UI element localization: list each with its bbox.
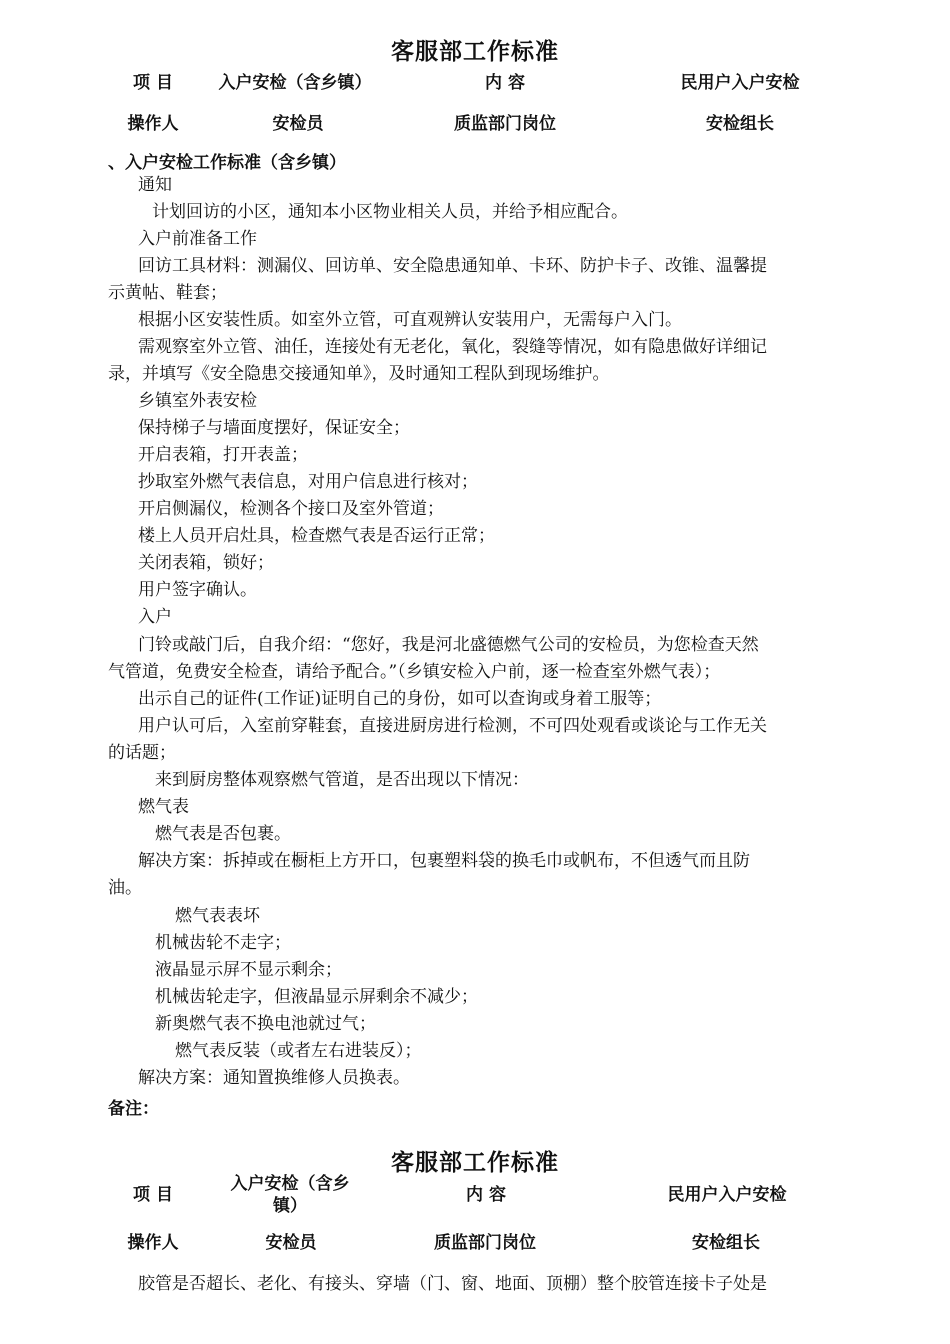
header-qc-value: 安检组长 xyxy=(706,114,774,134)
body-line: 机械齿轮走字，但液晶显示屏剩余不减少； xyxy=(155,987,478,1007)
body-line: 来到厨房整体观察燃气管道，是否出现以下情况： xyxy=(155,770,529,790)
body-line: 开启侧漏仪，检测各个接口及室外管道； xyxy=(138,499,444,519)
header-project-value-2a: 入户安检（含乡 xyxy=(230,1174,350,1194)
body-line: 燃气表是否包裹。 xyxy=(155,824,291,844)
body-line: 燃气表表坏 xyxy=(175,906,260,926)
header-project-value: 入户安检（含乡镇） xyxy=(218,73,372,93)
header-operator-label: 操作人 xyxy=(127,114,179,134)
header-operator-value: 安检员 xyxy=(272,114,324,134)
header-project-label-2: 项 目 xyxy=(133,1185,173,1205)
body-line: 楼上人员开启灶具，检查燃气表是否运行正常； xyxy=(138,526,495,546)
page-title-2: 客服部工作标准 xyxy=(391,1149,559,1176)
body-line: 回访工具材料：测漏仪、回访单、安全隐患通知单、卡环、防护卡子、改锥、温馨提 xyxy=(138,256,767,276)
body-line: 抄取室外燃气表信息，对用户信息进行核对； xyxy=(138,472,478,492)
page-title: 客服部工作标准 xyxy=(391,38,559,65)
header-content-value: 民用户入户安检 xyxy=(680,73,800,93)
body-line: 新奥燃气表不换电池就过气； xyxy=(155,1014,376,1034)
body-line: 开启表箱，打开表盖； xyxy=(138,445,308,465)
header-qc-label-2: 质监部门岗位 xyxy=(434,1233,536,1253)
body-line: 解决方案：通知置换维修人员换表。 xyxy=(138,1068,410,1088)
body-line-2: 胶管是否超长、老化、有接头、穿墙（门、窗、地面、顶棚）整个胶管连接卡子处是 xyxy=(138,1274,767,1294)
body-line: 门铃或敲门后，自我介绍：“您好，我是河北盛德燃气公司的安检员，为您检查天然 xyxy=(138,635,759,655)
section-title: 、入户安检工作标准（含乡镇） xyxy=(108,153,346,173)
body-line: 计划回访的小区，通知本小区物业相关人员，并给予相应配合。 xyxy=(152,202,628,222)
header-operator-label-2: 操作人 xyxy=(127,1233,179,1253)
body-line: 气管道，免费安全检查，请给予配合。”（乡镇安检入户前，逐一检查室外燃气表）； xyxy=(108,662,721,682)
header-project-label: 项 目 xyxy=(133,73,173,93)
header-qc-value-2: 安检组长 xyxy=(692,1233,760,1253)
header-content-value-2: 民用户入户安检 xyxy=(667,1185,787,1205)
body-line: 入户前准备工作 xyxy=(138,229,257,249)
body-line: 通知 xyxy=(138,175,172,195)
body-line: 根据小区安装性质。如室外立管，可直观辨认安装用户，无需每户入门。 xyxy=(138,310,682,330)
header-content-label: 内 容 xyxy=(485,73,525,93)
header-content-label-2: 内 容 xyxy=(466,1185,506,1205)
body-line: 保持梯子与墙面度摆好，保证安全； xyxy=(138,418,410,438)
body-line: 油。 xyxy=(108,878,142,898)
body-line: 需观察室外立管、油任，连接处有无老化，氧化，裂缝等情况，如有隐患做好详细记 xyxy=(138,337,767,357)
body-line: 入户 xyxy=(138,607,172,627)
header-qc-label: 质监部门岗位 xyxy=(454,114,556,134)
body-line: 用户签字确认。 xyxy=(138,580,257,600)
body-line: 燃气表反装（或者左右进装反）； xyxy=(175,1041,422,1061)
body-line: 关闭表箱，锁好； xyxy=(138,553,274,573)
body-line: 解决方案：拆掉或在橱柜上方开口，包裹塑料袋的换毛巾或帆布，不但透气而且防 xyxy=(138,851,750,871)
body-line: 录，并填写《安全隐患交接通知单》，及时通知工程队到现场维护。 xyxy=(108,364,610,384)
remark-label: 备注： xyxy=(108,1099,159,1119)
body-line: 乡镇室外表安检 xyxy=(138,391,257,411)
body-line: 燃气表 xyxy=(138,797,189,817)
body-line: 示黄帖、鞋套； xyxy=(108,283,227,303)
header-project-value-2b: 镇） xyxy=(273,1196,307,1216)
body-line: 用户认可后，入室前穿鞋套，直接进厨房进行检测，不可四处观看或谈论与工作无关 xyxy=(138,716,767,736)
body-line: 机械齿轮不走字； xyxy=(155,933,291,953)
body-line: 出示自己的证件(工作证)证明自己的身份，如可以查询或身着工服等； xyxy=(138,689,662,709)
body-line: 液晶显示屏不显示剩余； xyxy=(155,960,342,980)
header-operator-value-2: 安检员 xyxy=(265,1233,317,1253)
body-line: 的话题； xyxy=(108,743,176,763)
